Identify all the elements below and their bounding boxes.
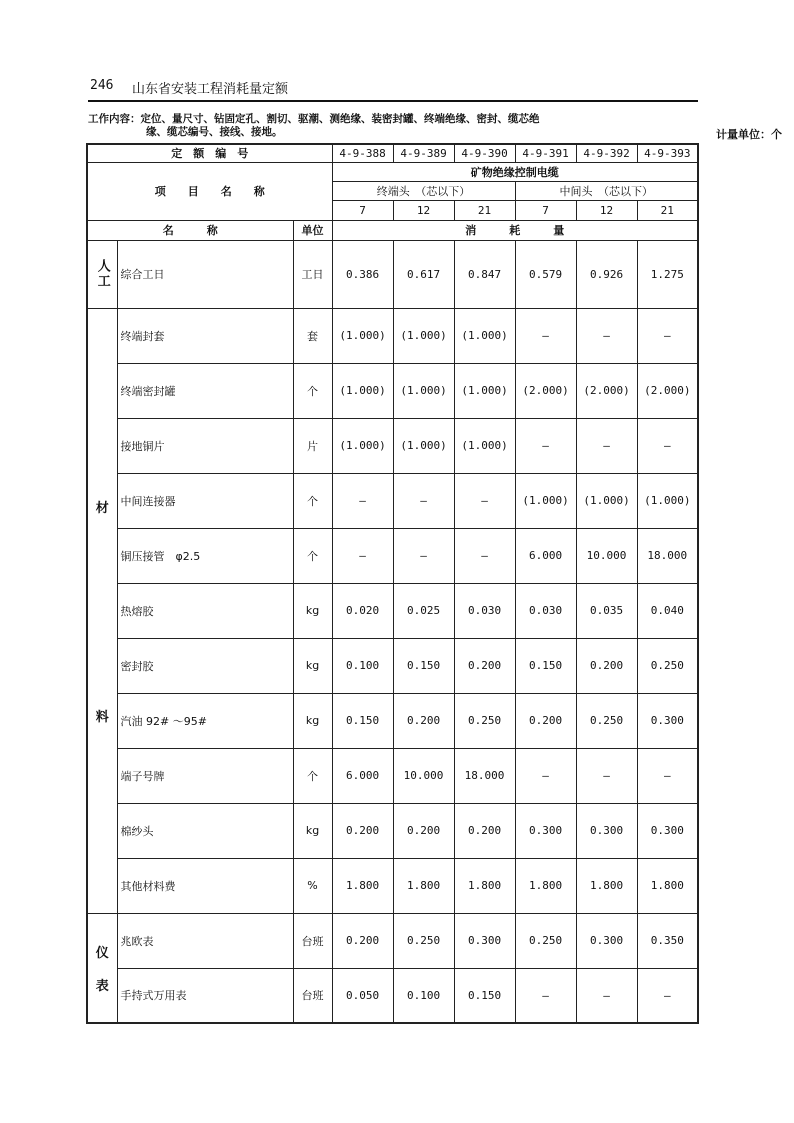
consumption-value: 0.579	[515, 240, 576, 308]
consumption-value: —	[576, 968, 637, 1023]
consumption-value: 1.800	[393, 858, 454, 913]
work-content-line-1: 工作内容：定位、量尺寸、钻固定孔、割切、驱潮、测绝缘、装密封罐、终端绝缘、密封、缆芯绝	[88, 113, 540, 125]
consumption-value: 0.386	[332, 240, 393, 308]
material-item-unit: %	[293, 858, 332, 913]
consumption-value: —	[515, 308, 576, 363]
consumption-value: —	[332, 528, 393, 583]
material-item-unit: 片	[293, 418, 332, 473]
core-count: 7	[332, 200, 393, 220]
consumption-value: —	[393, 528, 454, 583]
consumption-value: 18.000	[637, 528, 698, 583]
material-row	[87, 418, 698, 473]
consumption-value: —	[576, 308, 637, 363]
material-row	[87, 858, 698, 913]
consumption-value: 0.200	[454, 803, 515, 858]
labor-category: 人工	[87, 240, 117, 308]
material-item-name: 终端密封罐	[117, 363, 293, 418]
consumption-value: —	[637, 968, 698, 1023]
header-rule	[88, 100, 698, 102]
group-terminal: 终端头 （芯以下）	[332, 181, 515, 200]
consumption-value: —	[576, 418, 637, 473]
consumption-value: (1.000)	[637, 473, 698, 528]
material-item-unit: kg	[293, 583, 332, 638]
material-row	[87, 748, 698, 803]
consumption-value: 18.000	[454, 748, 515, 803]
consumption-value: 0.040	[637, 583, 698, 638]
consumption-value: 1.275	[637, 240, 698, 308]
consumption-value: 0.847	[454, 240, 515, 308]
consumption-value: (1.000)	[332, 418, 393, 473]
consumption-value: 0.250	[637, 638, 698, 693]
consumption-value: 0.150	[515, 638, 576, 693]
consumption-value: 0.300	[637, 693, 698, 748]
consumption-value: —	[454, 473, 515, 528]
consumption-value: 1.800	[332, 858, 393, 913]
consumption-value: —	[454, 528, 515, 583]
consumption-value: 0.035	[576, 583, 637, 638]
material-category	[87, 308, 117, 913]
consumption-value: (1.000)	[393, 363, 454, 418]
consumption-value: (1.000)	[332, 308, 393, 363]
consumption-value: 0.250	[576, 693, 637, 748]
consumption-value: (2.000)	[515, 363, 576, 418]
quota-code: 4-9-389	[393, 144, 454, 162]
consumption-value: 0.020	[332, 583, 393, 638]
consumption-value: 1.800	[515, 858, 576, 913]
material-row	[87, 693, 698, 748]
consumption-value: (2.000)	[576, 363, 637, 418]
material-row	[87, 473, 698, 528]
material-item-unit: kg	[293, 638, 332, 693]
consumption-value: —	[637, 418, 698, 473]
col-name-header: 名 称	[87, 220, 293, 240]
consumption-value: 0.300	[637, 803, 698, 858]
material-item-unit: kg	[293, 693, 332, 748]
material-item-unit: kg	[293, 803, 332, 858]
material-row	[87, 308, 698, 363]
consumption-value: 0.200	[515, 693, 576, 748]
col-consumption-header: 消 耗 量	[332, 220, 698, 240]
consumption-value: 0.025	[393, 583, 454, 638]
material-item-name: 中间连接器	[117, 473, 293, 528]
material-row	[87, 583, 698, 638]
consumption-value: —	[637, 308, 698, 363]
material-item-name: 端子号牌	[117, 748, 293, 803]
instrument-item-unit: 台班	[293, 968, 332, 1023]
instrument-category-char-2: 表	[95, 978, 109, 994]
consumption-value: (1.000)	[454, 308, 515, 363]
consumption-value: 0.200	[393, 693, 454, 748]
consumption-value: (1.000)	[393, 418, 454, 473]
consumption-value: 10.000	[393, 748, 454, 803]
labor-item-name: 综合工日	[117, 240, 293, 308]
consumption-value: 1.800	[454, 858, 515, 913]
material-row	[87, 363, 698, 418]
core-count: 21	[454, 200, 515, 220]
consumption-value: 6.000	[332, 748, 393, 803]
consumption-value: 0.100	[332, 638, 393, 693]
material-item-unit: 个	[293, 748, 332, 803]
material-item-name: 密封胶	[117, 638, 293, 693]
consumption-value: 0.200	[454, 638, 515, 693]
consumption-value: 10.000	[576, 528, 637, 583]
consumption-value: 0.150	[393, 638, 454, 693]
quota-code-row	[87, 144, 698, 162]
instrument-item-name: 兆欧表	[117, 913, 293, 968]
consumption-value: (1.000)	[332, 363, 393, 418]
material-item-unit: 个	[293, 473, 332, 528]
material-row	[87, 528, 698, 583]
material-item-name: 汽油 92# ～95#	[117, 693, 293, 748]
quota-code: 4-9-391	[515, 144, 576, 162]
quota-code-label: 定 额 编 号	[87, 144, 332, 162]
material-item-name: 终端封套	[117, 308, 293, 363]
labor-row	[87, 240, 698, 308]
unit-note: 计量单位：个	[716, 128, 782, 141]
material-item-name: 棉纱头	[117, 803, 293, 858]
consumption-value: 1.800	[637, 858, 698, 913]
page-number: 246	[90, 78, 114, 93]
cable-type-row	[87, 162, 698, 181]
col-unit-header: 单位	[293, 220, 332, 240]
consumption-value: (1.000)	[454, 418, 515, 473]
consumption-value: 0.200	[576, 638, 637, 693]
consumption-value: 0.150	[332, 693, 393, 748]
material-row	[87, 803, 698, 858]
consumption-value: —	[393, 473, 454, 528]
consumption-value: 0.300	[515, 803, 576, 858]
quota-code: 4-9-393	[637, 144, 698, 162]
material-item-unit: 个	[293, 363, 332, 418]
item-name-label: 项 目 名 称	[87, 162, 332, 220]
material-item-name: 铜压接管 φ2.5	[117, 528, 293, 583]
consumption-value: 0.200	[332, 913, 393, 968]
consumption-value: 0.300	[576, 913, 637, 968]
material-row	[87, 638, 698, 693]
column-header-row	[87, 220, 698, 240]
consumption-value: —	[576, 748, 637, 803]
labor-item-unit: 工日	[293, 240, 332, 308]
consumption-value: 6.000	[515, 528, 576, 583]
instrument-category	[87, 913, 117, 1023]
consumption-value: 0.926	[576, 240, 637, 308]
group-middle: 中间头 （芯以下）	[515, 181, 698, 200]
instrument-row	[87, 968, 698, 1023]
consumption-value: 0.250	[515, 913, 576, 968]
core-count: 7	[515, 200, 576, 220]
consumption-value: 0.300	[576, 803, 637, 858]
consumption-value: 1.800	[576, 858, 637, 913]
consumption-value: (1.000)	[454, 363, 515, 418]
material-item-unit: 个	[293, 528, 332, 583]
quota-code: 4-9-392	[576, 144, 637, 162]
material-item-name: 其他材料费	[117, 858, 293, 913]
consumption-value: 0.350	[637, 913, 698, 968]
core-count: 21	[637, 200, 698, 220]
consumption-value: 0.050	[332, 968, 393, 1023]
core-count: 12	[576, 200, 637, 220]
consumption-value: —	[332, 473, 393, 528]
instrument-row	[87, 913, 698, 968]
material-item-name: 热熔胶	[117, 583, 293, 638]
core-count: 12	[393, 200, 454, 220]
consumption-value: 0.300	[454, 913, 515, 968]
material-category-char-2: 料	[95, 709, 109, 725]
consumption-value: —	[637, 748, 698, 803]
consumption-value: (1.000)	[393, 308, 454, 363]
instrument-item-name: 手持式万用表	[117, 968, 293, 1023]
consumption-value: —	[515, 968, 576, 1023]
consumption-value: 0.200	[393, 803, 454, 858]
consumption-value: 0.150	[454, 968, 515, 1023]
page-header	[88, 74, 698, 100]
material-item-unit: 套	[293, 308, 332, 363]
book-title: 山东省安装工程消耗量定额	[132, 82, 289, 97]
work-content	[88, 113, 698, 139]
consumption-value: 0.030	[454, 583, 515, 638]
instrument-item-unit: 台班	[293, 913, 332, 968]
consumption-value: (1.000)	[576, 473, 637, 528]
quota-table	[86, 143, 699, 1024]
consumption-value: —	[515, 418, 576, 473]
quota-code: 4-9-388	[332, 144, 393, 162]
material-item-name: 接地铜片	[117, 418, 293, 473]
quota-code: 4-9-390	[454, 144, 515, 162]
consumption-value: 0.030	[515, 583, 576, 638]
consumption-value: 0.617	[393, 240, 454, 308]
consumption-value: 0.100	[393, 968, 454, 1023]
consumption-value: 0.250	[393, 913, 454, 968]
consumption-value: (2.000)	[637, 363, 698, 418]
material-category-char-1: 材	[95, 500, 109, 516]
consumption-value: (1.000)	[515, 473, 576, 528]
work-content-line-2: 缘、缆芯编号、接线、接地。	[146, 126, 283, 138]
consumption-value: 0.250	[454, 693, 515, 748]
cable-type: 矿物绝缘控制电缆	[332, 162, 698, 181]
consumption-value: —	[515, 748, 576, 803]
consumption-value: 0.200	[332, 803, 393, 858]
instrument-category-char-1: 仪	[95, 945, 109, 961]
